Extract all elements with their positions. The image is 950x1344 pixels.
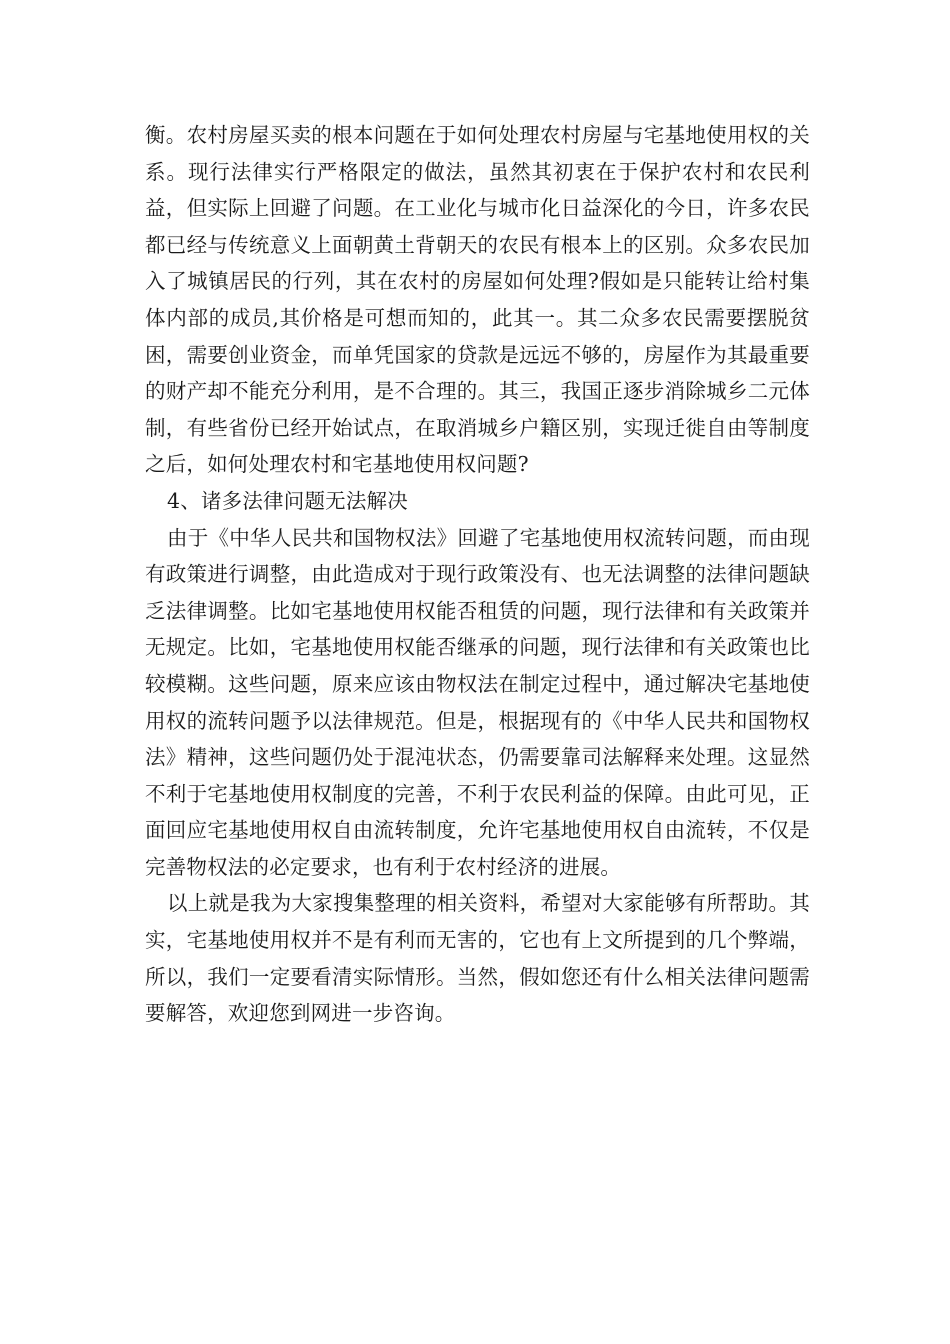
paragraph-continuation: 衡。农村房屋买卖的根本问题在于如何处理农村房屋与宅基地使用权的关系。现行法律实行严格限定的做法，虽然其初衷在于保护农村和农民利益，但实际上回避了问题。在工业化与城市化日益深化的今日，许多农民都已经与传统意义上面朝黄土背朝天的农民有根本上的区别。众多农民加入了城镇居民的行列，其在农村的房屋如何处理?假如是只能转让给村集体内部的成员,其价格是可想而知的，此其一。其二众多农民需要摆脱贫困，需要创业资金，而单凭国家的贷款是远远不够的，房屋作为其最重要的财产却不能充分利用，是不合理的。其三，我国正逐步消除城乡二元体制，有些省份已经开始试点，在取消城乡户籍区别，实现迁徙自由等制度之后，如何处理农村和宅基地使用权问题?: [145, 123, 810, 477]
document-body: [145, 117, 810, 1032]
paragraph-legal-issues: 由于《中华人民共和国物权法》回避了宅基地使用权流转问题，而由现有政策进行调整，由此造成对于现行政策没有、也无法调整的法律问题缺乏法律调整。比如宅基地使用权能否租赁的问题，现行法律和有关政策并无规定。比如，宅基地使用权能否继承的问题，现行法律和有关政策也比较模糊。这些问题，原来应该由物权法在制定过程中，通过解决宅基地使用权的流转问题予以法律规范。但是，根据现有的《中华人民共和国物权法》精神，这些问题仍处于混沌状态，仍需要靠司法解释来处理。这显然不利于宅基地使用权制度的完善，不利于农民利益的保障。由此可见，正面回应宅基地使用权自由流转制度，允许宅基地使用权自由流转，不仅是完善物权法的必定要求，也有利于农村经济的进展。: [145, 525, 810, 879]
paragraph-conclusion: 以上就是我为大家搜集整理的相关资料，希望对大家能够有所帮助。其实，宅基地使用权并不是有利而无害的，它也有上文所提到的几个弊端，所以，我们一定要看清实际情形。当然，假如您还有什么相关法律问题需要解答，欢迎您到网进一步咨询。: [145, 891, 810, 1026]
section-heading: 4、诸多法律问题无法解决: [167, 488, 408, 513]
